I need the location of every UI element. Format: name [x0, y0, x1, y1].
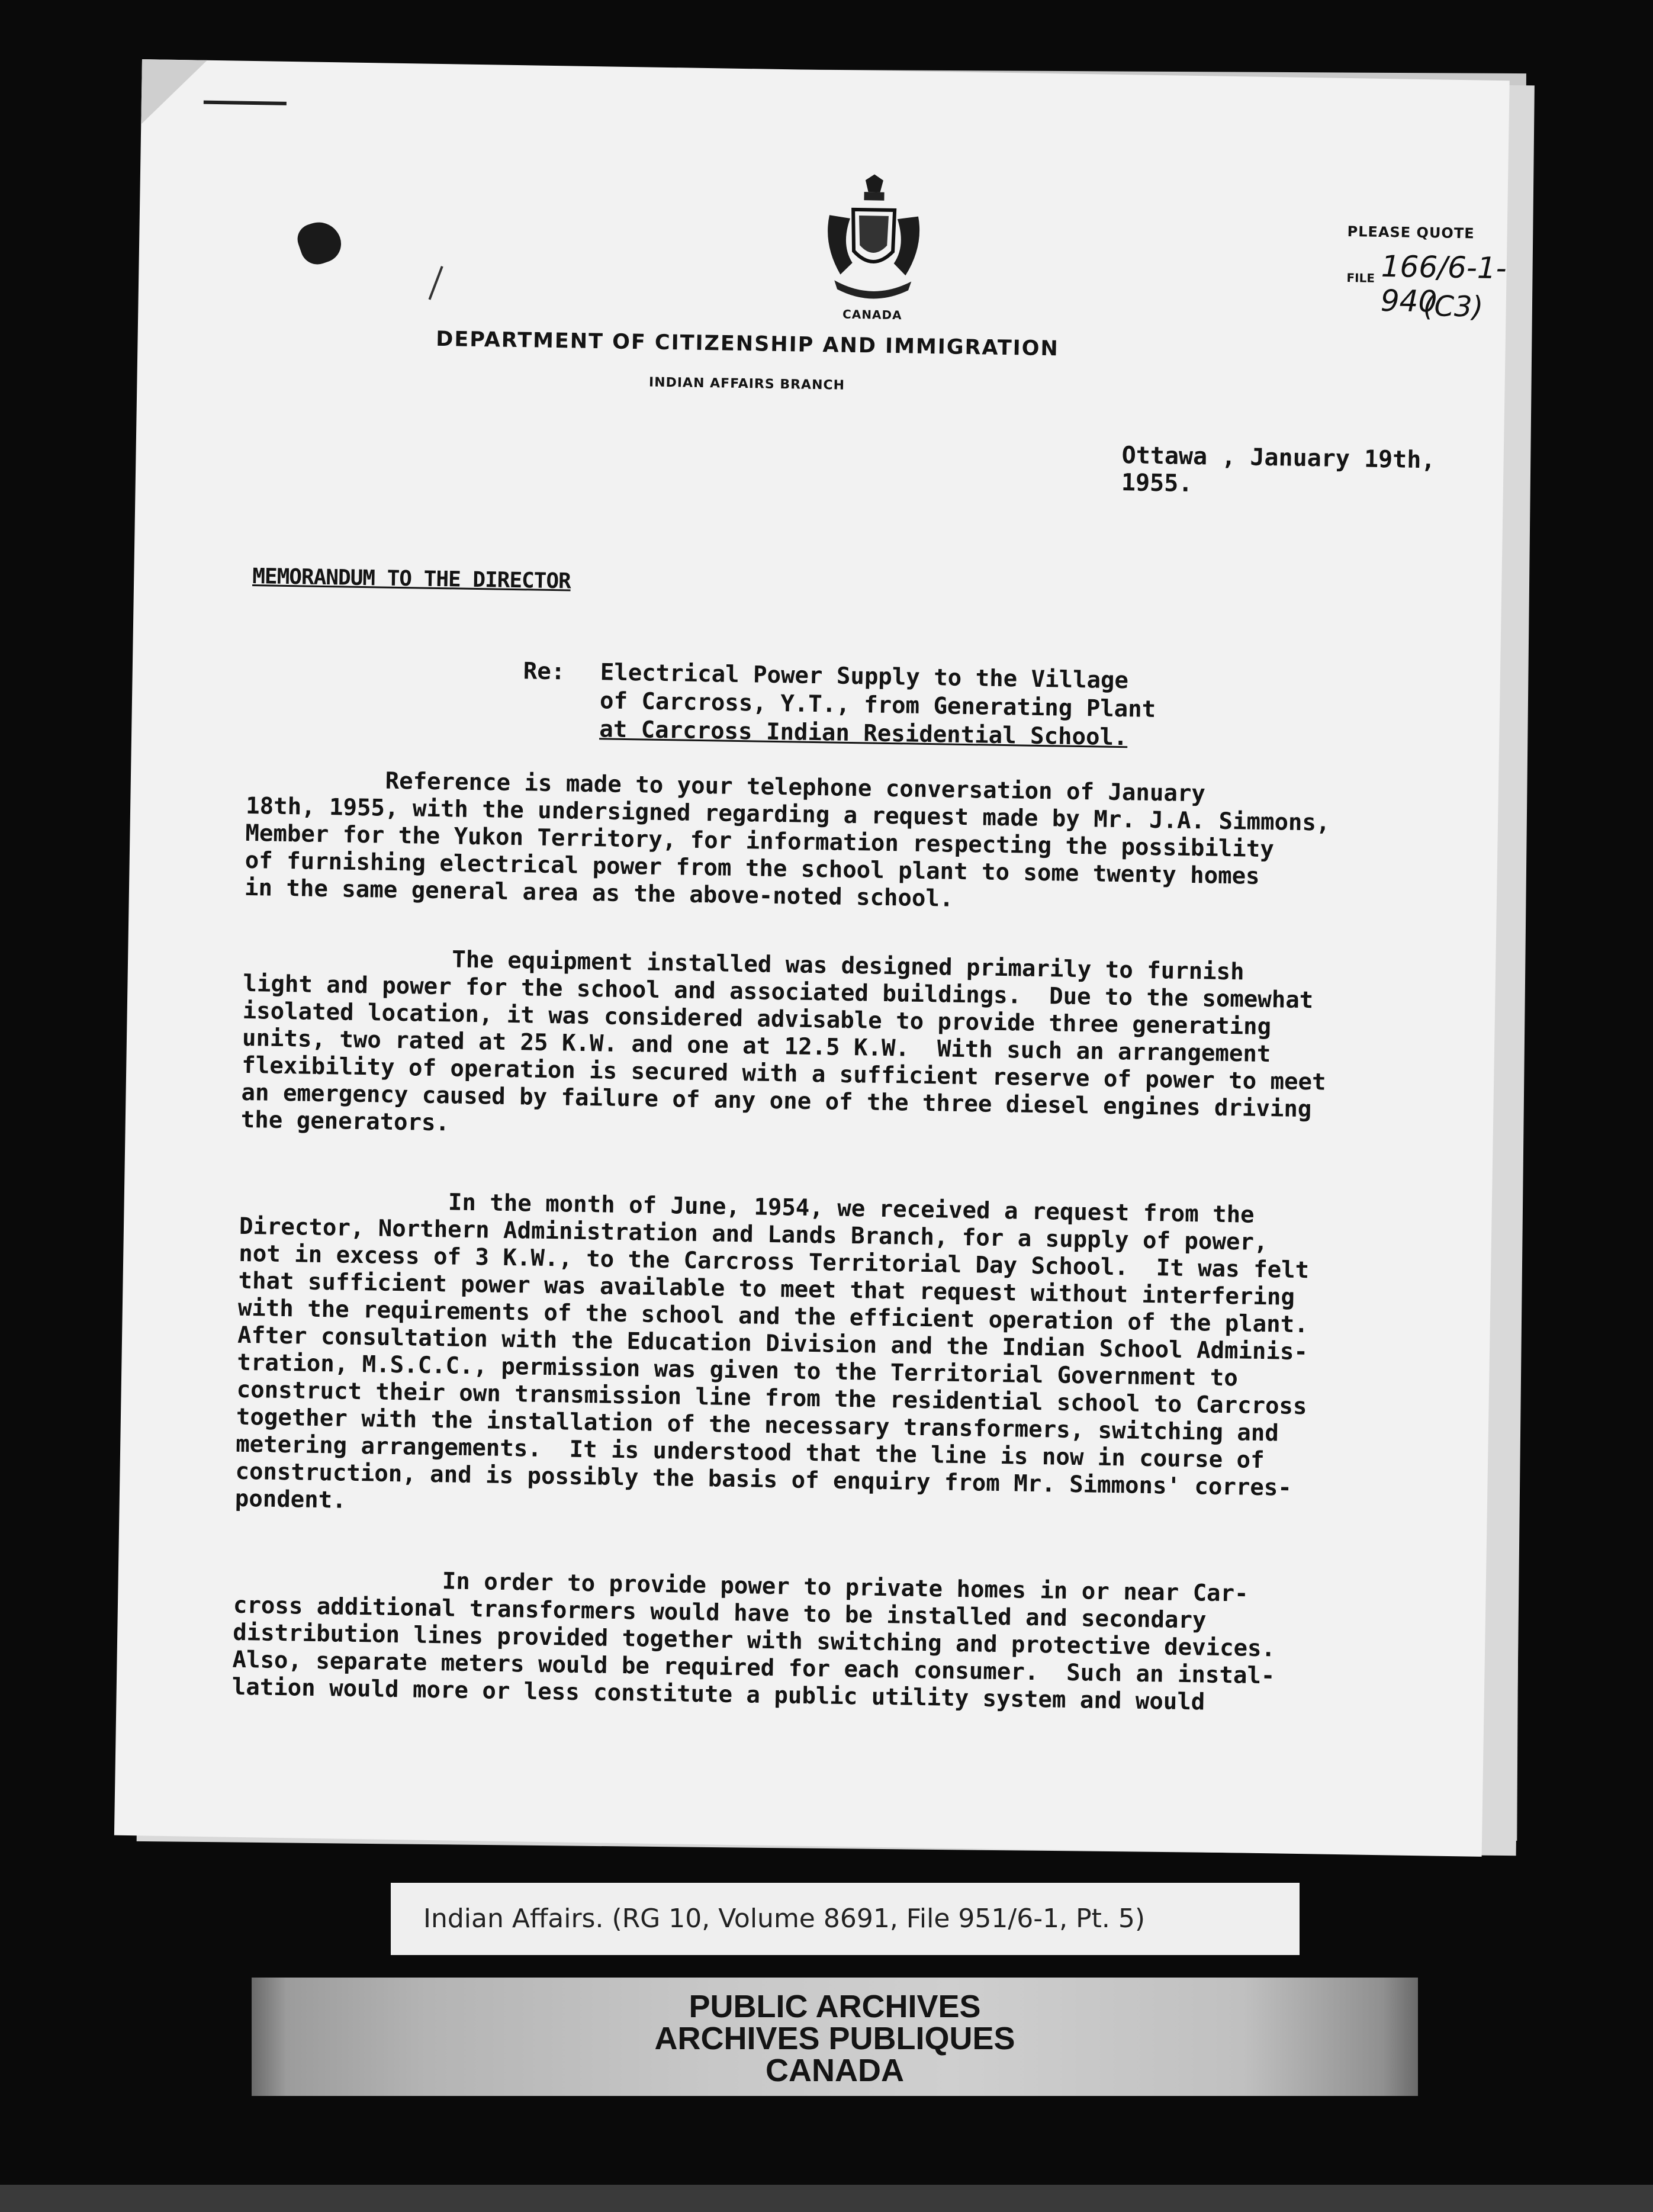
subject-line-1: Electrical Power Supply to the Village: [600, 659, 1129, 695]
file-sub-number: (C3): [1423, 290, 1484, 324]
archive-stamp-line-3: CANADA: [766, 2053, 904, 2088]
department-heading: DEPARTMENT OF CITIZENSHIP AND IMMIGRATION: [436, 327, 1060, 361]
file-number: 166/6-1-940: [1380, 249, 1507, 319]
archive-stamp: [252, 1978, 1418, 2096]
coat-of-arms-icon: [816, 173, 931, 306]
archive-citation: Indian Affairs. (RG 10, Volume 8691, File 951/6-1, Pt. 5): [391, 1883, 1300, 1955]
pen-mark: [204, 101, 287, 105]
please-quote-label: PLEASE QUOTE: [1347, 223, 1475, 242]
memo-page: [114, 59, 1510, 1857]
paragraph-private-homes: In order to provide power to private homes in or near Car- cross additional transformers would have to be installed and secondary distribution lines provided together with switching and protective devices. Also, separate meters would be required for each consumer. Such an instal- lation would more or less constitute a public utility system and would: [231, 1564, 1276, 1716]
subject-lines: [599, 658, 1156, 753]
subject-label: Re:: [523, 658, 565, 686]
folded-corner: [141, 59, 207, 126]
branch-heading: INDIAN AFFAIRS BRANCH: [648, 375, 845, 393]
date-line: Ottawa , January 19th, 1955.: [1121, 442, 1436, 497]
ink-blot: [294, 216, 346, 269]
film-bottom-edge: [0, 2185, 1653, 2212]
memo-heading: MEMORANDUM TO THE DIRECTOR: [252, 564, 571, 594]
archive-stamp-line-1: PUBLIC ARCHIVES: [689, 1989, 981, 2024]
archive-stamp-text: [252, 1991, 1418, 2086]
crest-label: CANADA: [842, 307, 902, 323]
paragraph-june-request: In the month of June, 1954, we received a request from the Director, Northern Administration and Lands Branch, for a supply of power, not in excess of 3 K.W., to the Carcross Territorial Day School. It was felt that sufficient power was available to meet that request without interfering with the requirements of the school and the efficient operation of the plant. After consultation with the Education Division and the Indian School Adminis- tration, M.S.C.C., permission was given to the Territorial Government to construct their own transmission line from the residential school to Carcross together with the installation of the necessary transformers, switching and metering arrangements. It is understood that the line is now in course of construction, and is possibly the basis of enquiry from Mr. Simmons' corres- pondent.: [234, 1185, 1310, 1514]
archive-stamp-line-2: ARCHIVES PUBLIQUES: [654, 2021, 1015, 2056]
paragraph-reference: Reference is made to your telephone conversation of January 18th, 1955, with the undersigned regarding a request made by Mr. J.A. Simmons, Member for the Yukon Territory, for information respecting the possibility of furnishing electrical power from the school plant to some twenty homes in the same general area as the above-noted school.: [244, 765, 1330, 912]
pen-stroke: [429, 266, 443, 300]
subject-line-3: at Carcross Indian Residential School.: [599, 716, 1128, 751]
file-label: FILE: [1346, 271, 1375, 285]
subject-line-2: of Carcross, Y.T., from Generating Plant: [599, 687, 1156, 724]
paragraph-equipment: The equipment installed was designed primarily to furnish light and power for the school and associated buildings. Due to the somewhat isolated location, it was considered advisable to provide three generating units, two rated at 25 K.W. and one at 12.5 K.W. With such an arrangement flexibility of operation is secured with a sufficient reserve of power to meet an emergency caused by failure of any one of the three diesel engines driving the generators.: [240, 943, 1326, 1137]
